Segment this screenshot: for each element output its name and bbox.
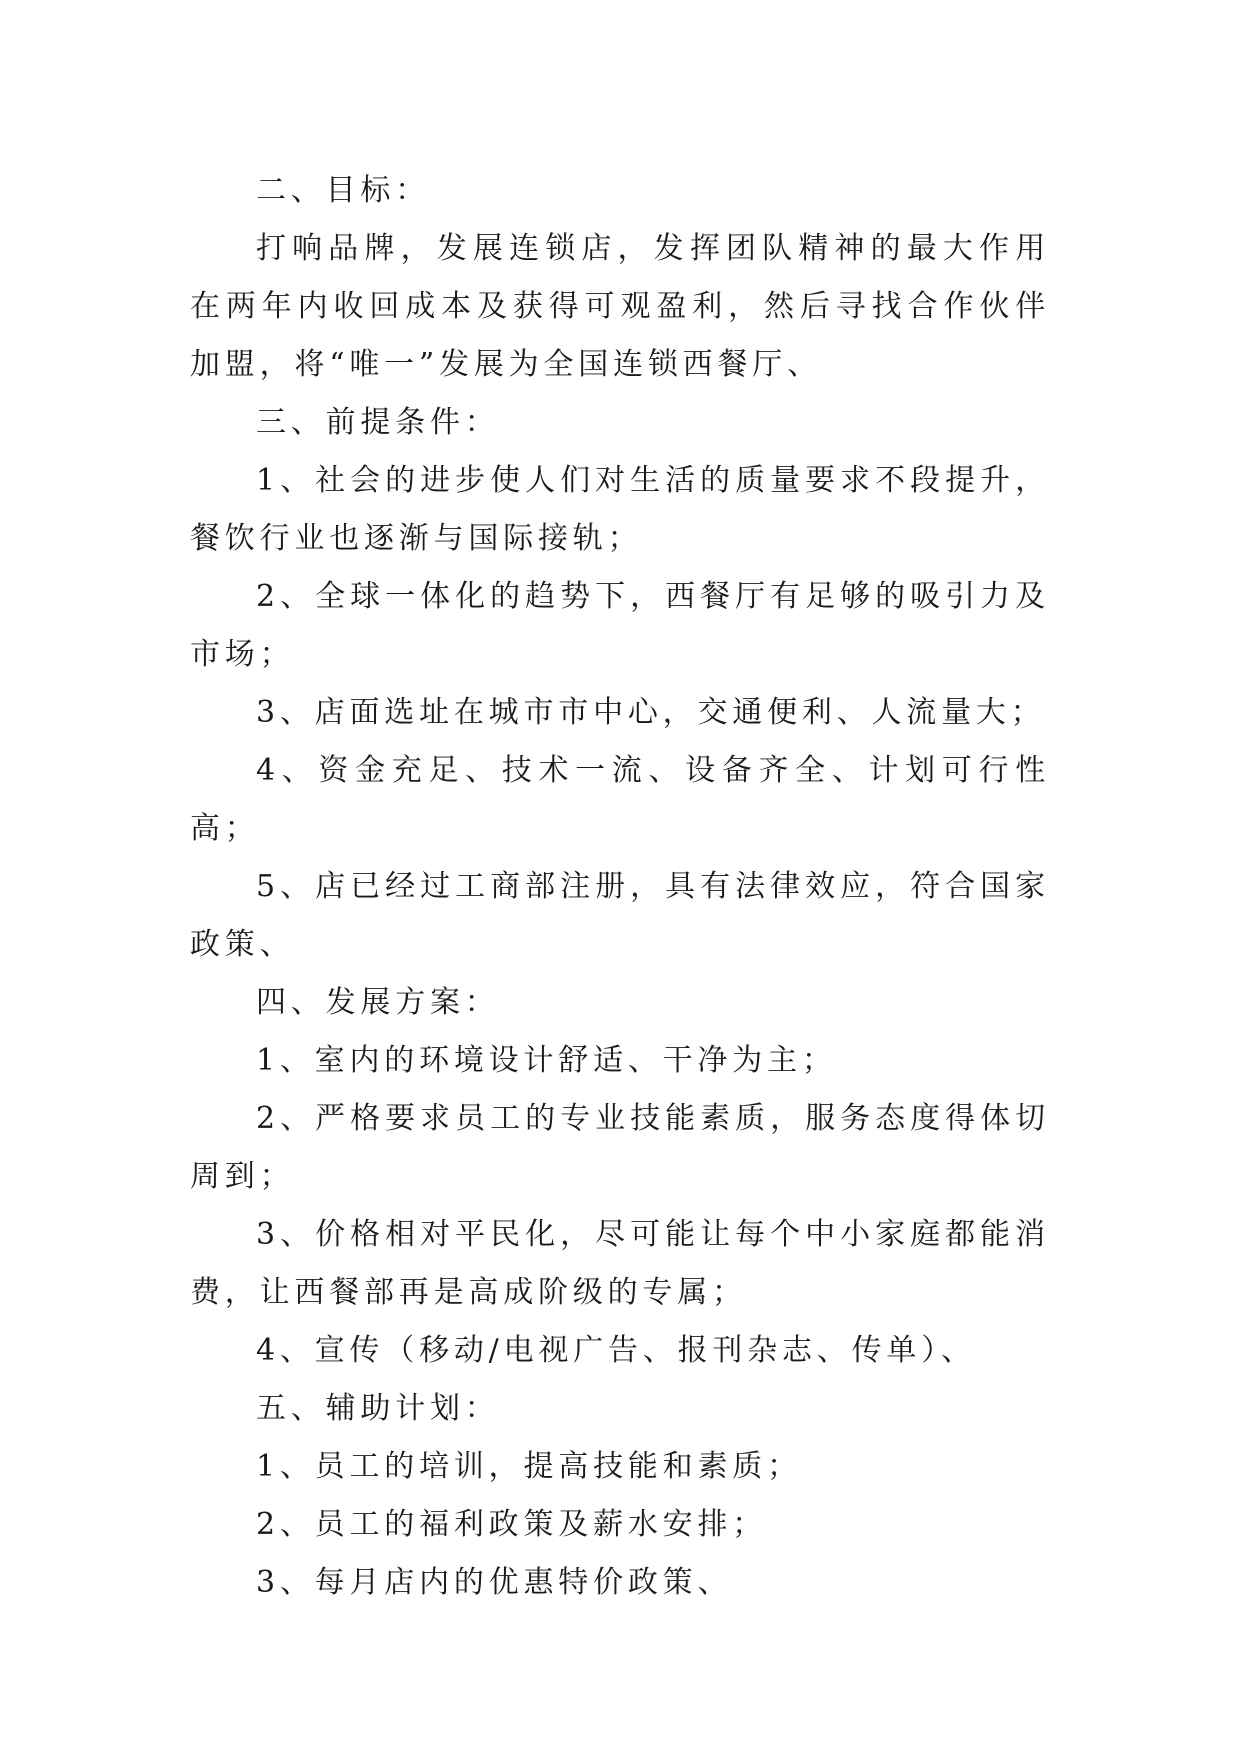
section-heading-auxiliary-plan: 五、辅助计划： <box>256 1391 500 1426</box>
development-item-4: 4、宣传（移动/电视广告、报刊杂志、传单）、 <box>256 1333 976 1368</box>
development-item-3: 3、价格相对平民化，尽可能让每个中小家庭都能消费，让西餐部再是高成阶级的专属； <box>190 1217 1050 1310</box>
section-heading-prerequisites: 三、前提条件： <box>256 405 500 440</box>
development-item-1: 1、室内的环境设计舒适、干净为主； <box>256 1043 837 1078</box>
auxiliary-item-1: 1、员工的培训，提高技能和素质； <box>256 1449 802 1484</box>
auxiliary-item-2: 2、员工的福利政策及薪水安排； <box>256 1507 768 1542</box>
prerequisite-item-4: 4、资金充足、技术一流、设备齐全、计划可行性高； <box>190 753 1050 846</box>
development-item-2: 2、严格要求员工的专业技能素质，服务态度得体切周到； <box>190 1101 1050 1194</box>
section-heading-development-plan: 四、发展方案： <box>256 985 500 1020</box>
document-body <box>190 162 1050 1612</box>
goals-paragraph: 打响品牌，发展连锁店，发挥团队精神的最大作用在两年内收回成本及获得可观盈利，然后寻找合作伙伴加盟，将“唯一”发展为全国连锁西餐厅、 <box>190 231 1050 382</box>
section-heading-goals: 二、目标： <box>256 173 430 208</box>
auxiliary-item-3: 3、每月店内的优惠特价政策、 <box>256 1565 733 1600</box>
prerequisite-item-5: 5、店已经过工商部注册，具有法律效应，符合国家政策、 <box>190 869 1050 962</box>
prerequisite-item-2: 2、全球一体化的趋势下，西餐厅有足够的吸引力及市场； <box>190 579 1050 672</box>
prerequisite-item-3: 3、店面选址在城市市中心，交通便利、人流量大； <box>256 695 1046 730</box>
prerequisite-item-1: 1、社会的进步使人们对生活的质量要求不段提升，餐饮行业也逐渐与国际接轨； <box>190 463 1050 556</box>
